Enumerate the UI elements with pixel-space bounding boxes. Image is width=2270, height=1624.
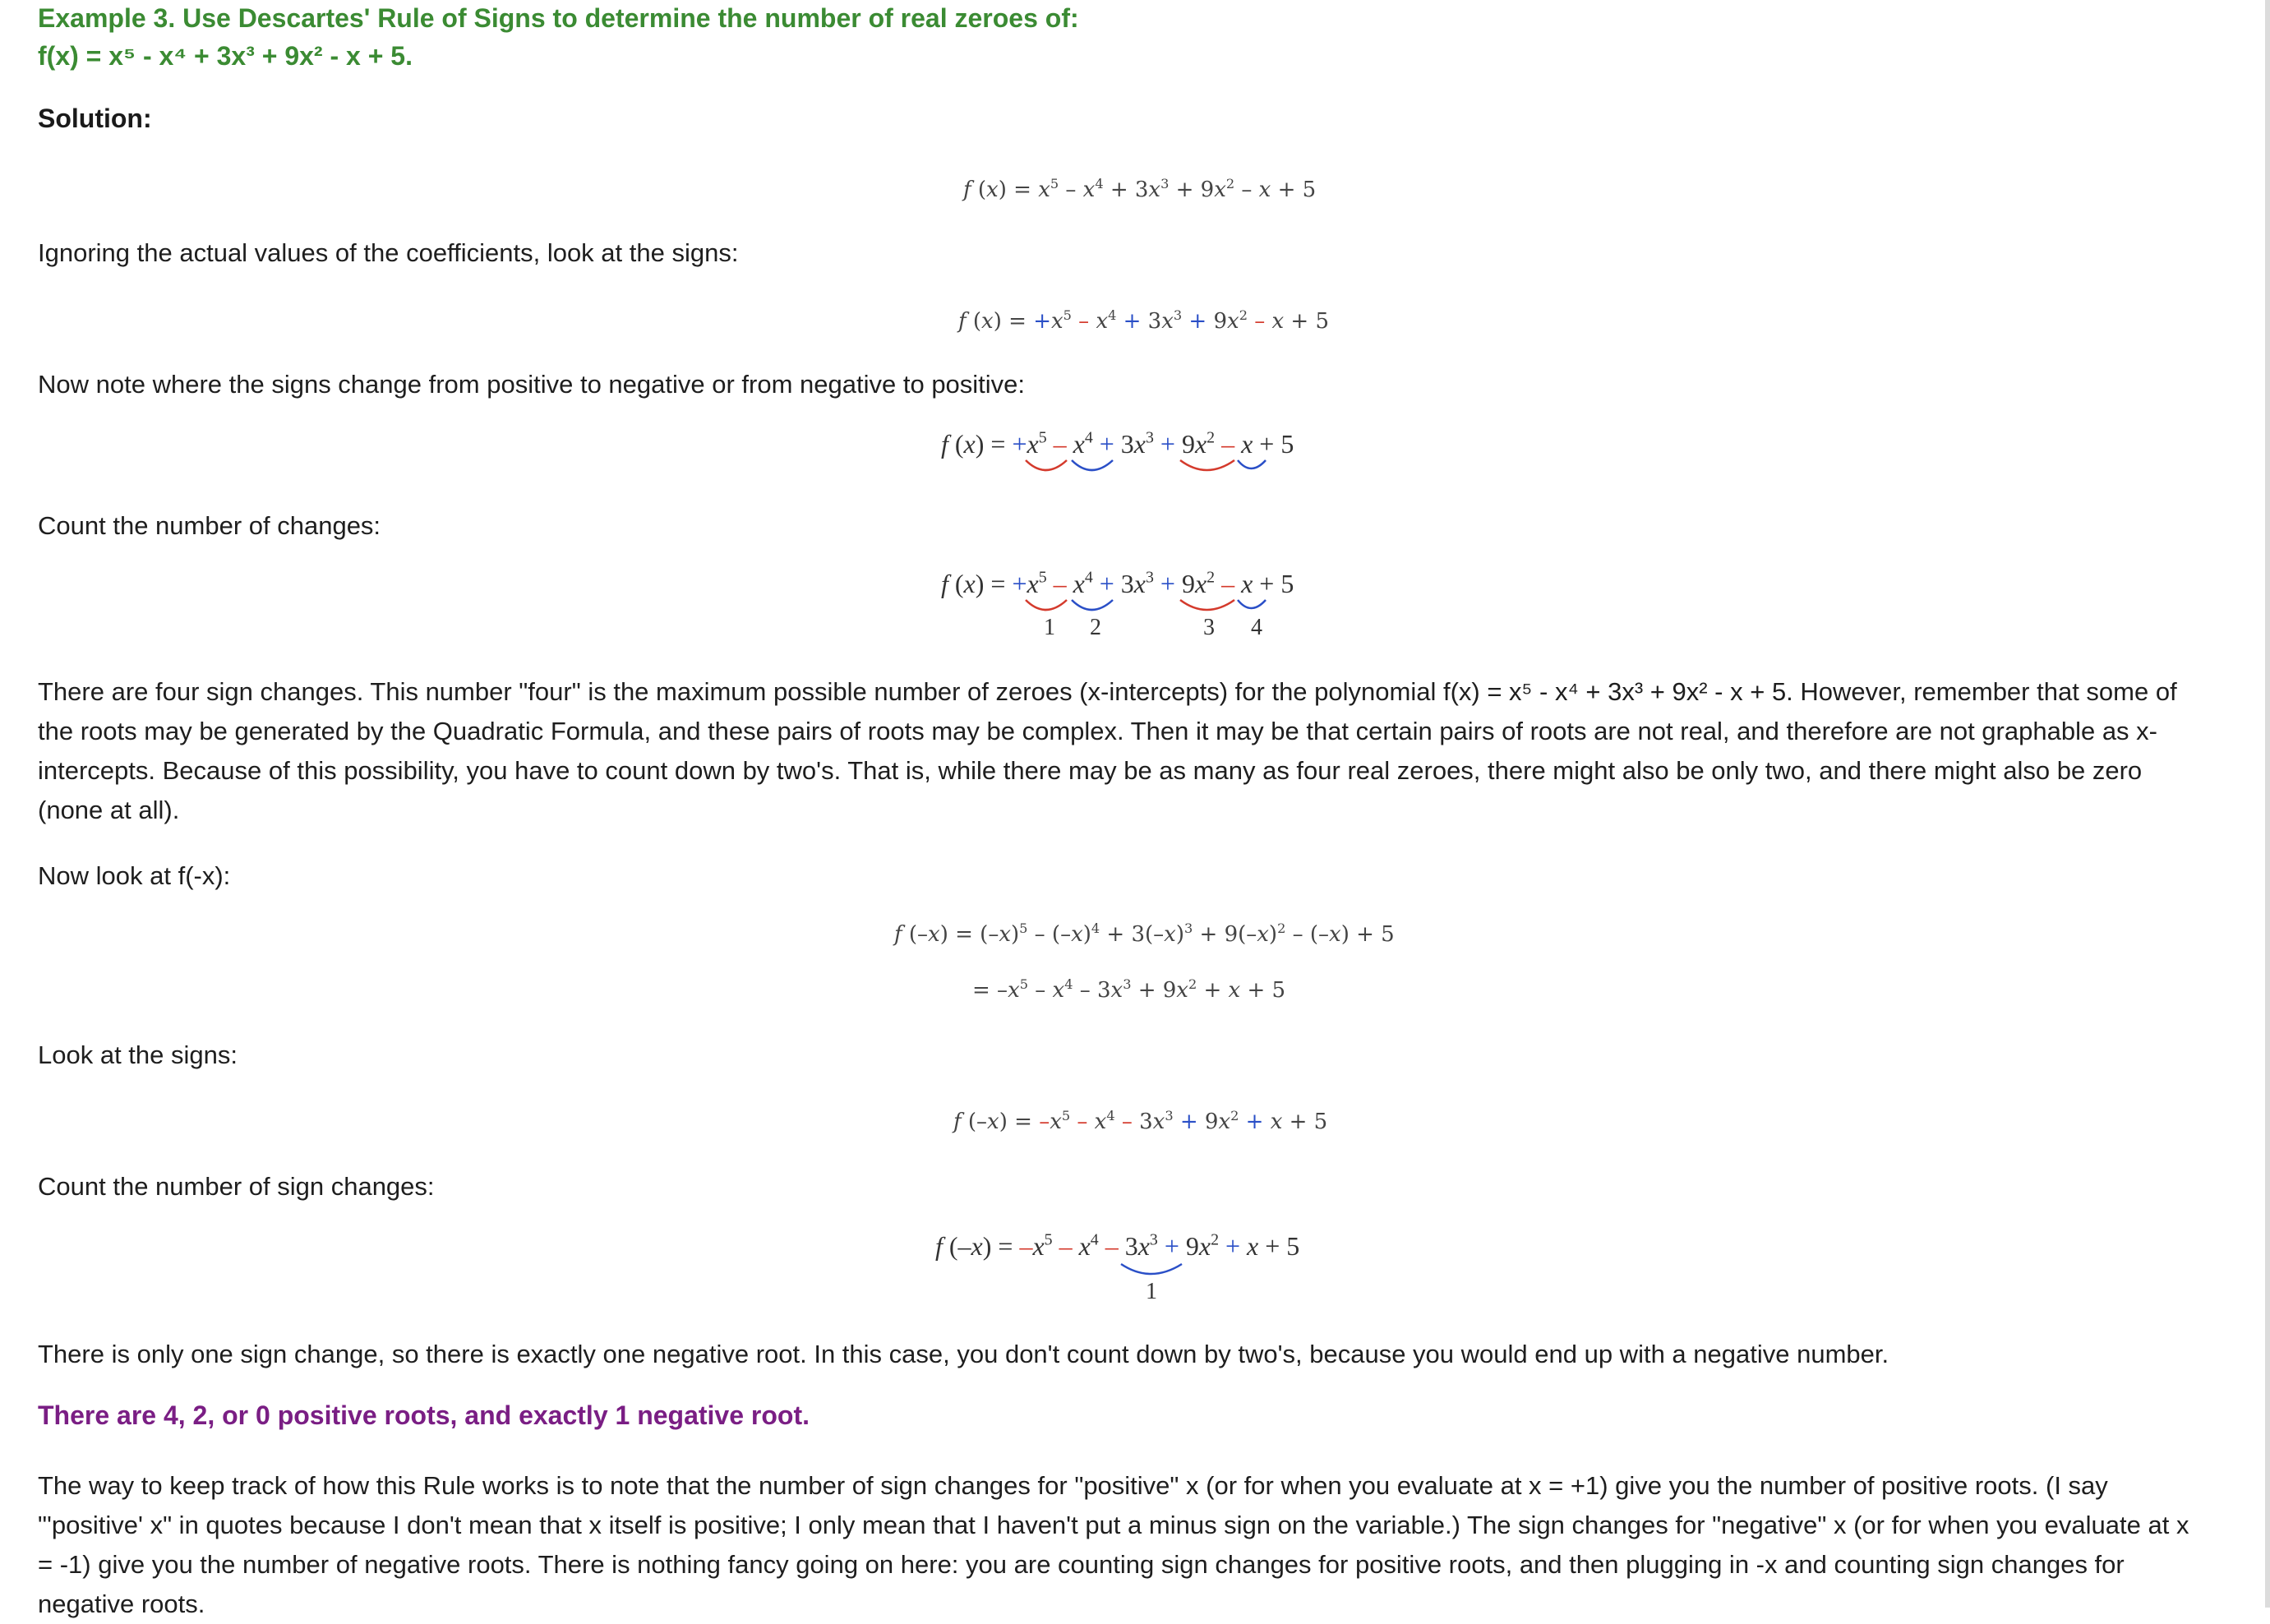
equation-neg-counted: f $(-x) = -x^5 - x^4 - 3x^3 + 9x^2 + x + 5$: [935, 1230, 1300, 1261]
arc-change-4: [1238, 460, 1266, 468]
equation-fx: f $(x) = x^5 - x^4 + 3x^3 + 9x^2 - x + 5$: [963, 176, 1317, 202]
equation-sign-changes: f $(x) = +x^5 - x^4 + 3x^3 + 9x^2 - x + 5$: [941, 428, 1294, 459]
step-count-sign-changes: Count the number of sign changes:: [38, 1172, 435, 1201]
arc-counted-1: [1026, 600, 1067, 610]
arc-change-1: [1026, 460, 1067, 470]
closing-paragraph: The way to keep track of how this Rule works is to note that the number of sign changes for "positive" x (or for when you evaluate at x = +1) give you the number of positive roots. (I say "'positive' x" in quotes because I don't mean that x itself is positive; I only mean that I haven't put a minus sign on the variable.) The sign changes for "negative" x (or for when you evaluate at x = -1) give you the number of negative roots. There is nothing fancy going on here: you are counting sign changes for positive roots, and then plugging in -x and counting sign changes for negative roots.: [38, 1471, 2189, 1618]
change-number-3: 3: [1203, 615, 1215, 640]
step-look-neg: Now look at f(-x):: [38, 861, 231, 890]
equation-neg-signs: f $(-x) = -x^5 - x^4 - 3x^3 + 9x^2 + x + 5$: [953, 1108, 1328, 1134]
neg-change-arc: [1116, 1261, 1215, 1285]
arc-counted-4: [1238, 600, 1266, 608]
neg-change-number-1: 1: [1146, 1279, 1157, 1304]
step-ignoring: Ignoring the actual values of the coefficients, look at the signs:: [38, 238, 739, 267]
scrollbar-edge[interactable]: [2265, 0, 2270, 1608]
explanation-paragraph: There are four sign changes. This number "four" is the maximum possible number of zeroes (x-intercepts) for the polynomial f(x) = x⁵ - x⁴ + 3x³ + 9x² - x + 5. However, remember that some of the roots may be generated by the Quadratic Formula, and these pairs of roots may be complex. Then it may be that certain pairs of roots are not real, and therefore are not graphable as x-intercepts. Because of this possibility, you have to count down by two's. That is, while there may be as many as four real zeroes, there might also be only two, and there might also be zero (none at all).: [38, 677, 2177, 824]
step-look-signs: Look at the signs:: [38, 1040, 238, 1069]
equation-signs: f $(x) = +x^5 - x^4 + 3x^3 + 9x^2 - x + 5$: [958, 307, 1330, 334]
answer-statement: There are 4, 2, or 0 positive roots, and exactly 1 negative root.: [38, 1400, 810, 1430]
arc-change-3: [1180, 460, 1234, 470]
equation-counted-changes: f $(x) = +x^5 - x^4 + 3x^3 + 9x^2 - x + 5$: [941, 568, 1294, 598]
equation-f-neg-x: f $(-x) = (-x)^5 - (-x)^4 + 3(-x)^3 + 9(-x)^2 - (-x) + 5$: [894, 920, 1395, 947]
counted-change-arcs: [1019, 597, 1282, 630]
arc-neg-change-1: [1121, 1264, 1182, 1274]
arc-counted-2: [1072, 600, 1113, 610]
step-count-changes: Count the number of changes:: [38, 511, 381, 540]
equation-f-neg-x-simplified: = $-x^5 - x^4 - 3x^3 + 9x^2 + x + 5$: [972, 976, 1286, 1003]
step-note-changes: Now note where the signs change from positive to negative or from negative to positive:: [38, 370, 1026, 399]
solution-label: Solution:: [38, 104, 152, 133]
change-number-4: 4: [1251, 615, 1262, 640]
example-function: f(x) = x⁵ - x⁴ + 3x³ + 9x² - x + 5.: [38, 41, 413, 71]
arc-change-2: [1072, 460, 1113, 470]
change-number-2: 2: [1090, 615, 1101, 640]
change-number-1: 1: [1044, 615, 1055, 640]
sign-change-arcs: [1019, 457, 1282, 490]
arc-counted-3: [1180, 600, 1234, 610]
example-title: Example 3. Use Descartes' Rule of Signs to determine the number of real zeroes of:: [38, 3, 1079, 33]
step-one-change: There is only one sign change, so there is exactly one negative root. In this case, you don't count down by two's, because you would end up with a negative number.: [38, 1340, 1889, 1368]
